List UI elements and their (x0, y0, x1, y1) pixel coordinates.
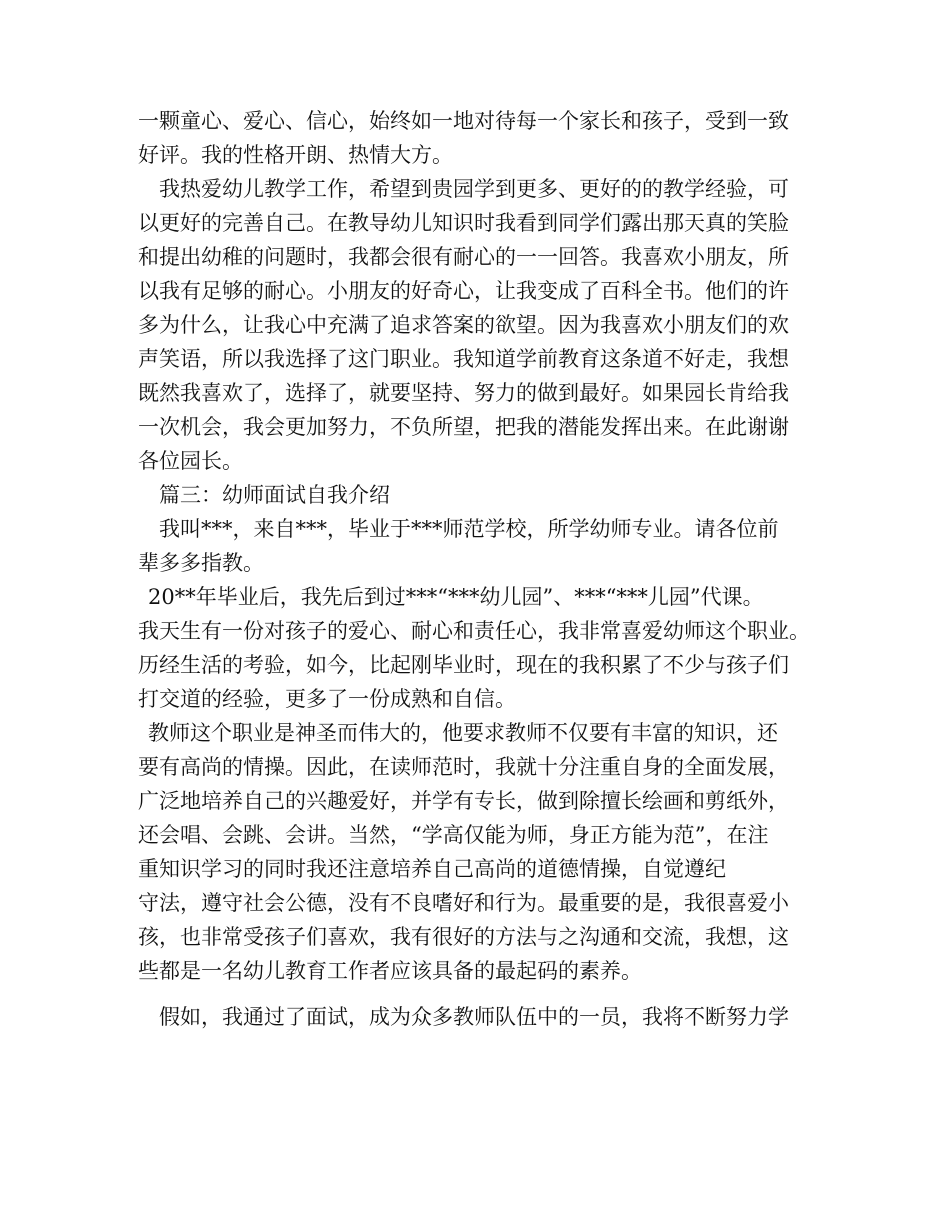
text-line: 声笑语，所以我选择了这门职业。我知道学前教育这条道不好走，我想 (138, 347, 789, 371)
text-line: 还会唱、会跳、会讲。当然，“学高仅能为师，身正方能为范”，在注 (138, 823, 769, 847)
text-line: 孩，也非常受孩子们喜欢，我有很好的方法与之沟通和交流，我想，这 (138, 925, 789, 949)
text-line: 既然我喜欢了，选择了，就要坚持、努力的做到最好。如果园长肯给我 (138, 381, 789, 405)
paragraph-start-line: 教师这个职业是神圣而伟大的，他要求教师不仅要有丰富的知识，还 (148, 721, 778, 745)
text-line: 我天生有一份对孩子的爱心、耐心和责任心，我非常喜爱幼师这个职业。 (138, 619, 810, 643)
text-line: 一次机会，我会更加努力，不负所望，把我的潜能发挥出来。在此谢谢 (138, 415, 789, 439)
text-line: 和提出幼稚的问题时，我都会很有耐心的一一回答。我喜欢小朋友，所 (138, 245, 789, 269)
text-line: 多为什么，让我心中充满了追求答案的欲望。因为我喜欢小朋友们的欢 (138, 313, 789, 337)
text-line: 以我有足够的耐心。小朋友的好奇心，让我变成了百科全书。他们的许 (138, 279, 789, 303)
text-line: 辈多多指教。 (138, 551, 264, 575)
text-line: 要有高尚的情操。因此，在读师范时，我就十分注重自身的全面发展， (138, 755, 789, 779)
text-line: 守法，遵守社会公德，没有不良嗜好和行为。最重要的是，我很喜爱小 (138, 891, 789, 915)
paragraph-start-line: 假如，我通过了面试，成为众多教师队伍中的一员，我将不断努力学 (159, 1005, 789, 1029)
text-line: 各位园长。 (138, 449, 243, 473)
section-heading: 篇三：幼师面试自我介绍 (159, 483, 390, 507)
paragraph-start-line: 20**年毕业后，我先后到过***“***幼儿园”、***“***儿园”代课。 (148, 585, 764, 609)
text-line: 打交道的经验，更多了一份成熟和自信。 (138, 687, 516, 711)
text-line: 些都是一名幼儿教育工作者应该具备的最起码的素养。 (138, 959, 642, 983)
text-line: 好评。我的性格开朗、热情大方。 (138, 143, 453, 167)
document-body (138, 104, 838, 1034)
text-line: 以更好的完善自己。在教导幼儿知识时我看到同学们露出那天真的笑脸 (138, 211, 789, 235)
text-line: 历经生活的考验，如今，比起刚毕业时，现在的我积累了不少与孩子们 (138, 653, 789, 677)
text-line: 一颗童心、爱心、信心，始终如一地对待每一个家长和孩子，受到一致 (138, 109, 789, 133)
text-line: 重知识学习的同时我还注意培养自己高尚的道德情操，自觉遵纪 (138, 857, 726, 881)
text-line: 广泛地培养自己的兴趣爱好，并学有专长，做到除擅长绘画和剪纸外， (138, 789, 789, 813)
paragraph-start-line: 我热爱幼儿教学工作，希望到贵园学到更多、更好的的教学经验，可 (159, 177, 789, 201)
paragraph-start-line: 我叫***，来自***，毕业于***师范学校，所学幼师专业。请各位前 (159, 517, 779, 541)
